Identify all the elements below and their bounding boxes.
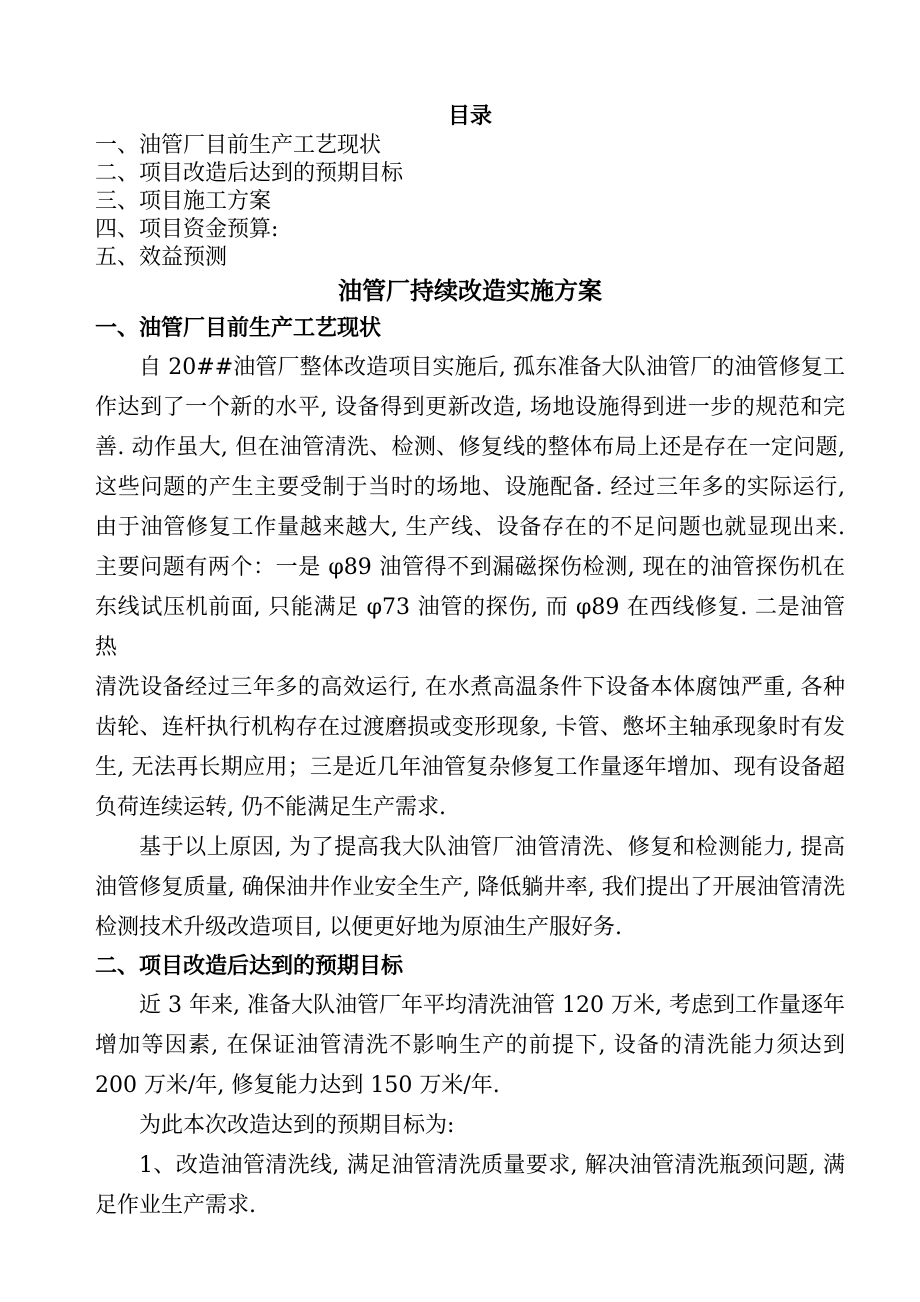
toc-item: 一、油管厂目前生产工艺现状 [95,133,382,158]
toc-list [95,132,845,272]
toc-item: 三、项目施工方案 [95,189,272,214]
paragraph [95,1146,845,1226]
text-line: 为此本次改造达到的预期目标为: [139,1113,455,1138]
text-line: 增加等因素, 在保证油管清洗不影响生产的前提下, 设备的清洗能力须达到 [95,1033,845,1058]
text-line: 齿轮、连杆执行机构存在过渡磨损或变形现象, 卡管、憋坏主轴承现象时有发 [95,715,845,740]
text-line: 1、改造油管清洗线, 满足油管清洗质量要求, 解决油管清洗瓶颈问题, 满 [139,1153,845,1178]
text-line: 生, 无法再长期应用；三是近几年油管复杂修复工作量逐年增加、现有设备超 [95,755,845,780]
paragraph [95,1106,845,1146]
section-heading: 二、项目改造后达到的预期目标 [95,954,404,979]
paragraph [95,348,845,828]
paragraph [95,828,845,948]
text-line: 作达到了一个新的水平, 设备得到更新改造, 场地设施得到进一步的规范和完 [95,395,845,420]
text-line: 负荷连续运转, 仍不能满足生产需求. [95,795,446,820]
document-title: 油管厂持续改造实施方案 [338,277,602,305]
text-line: 自 20##油管厂整体改造项目实施后, 孤东准备大队油管厂的油管修复工 [139,355,845,380]
text-line: 由于油管修复工作量越来越大, 生产线、设备存在的不足问题也就显现出来. [95,515,845,540]
document-body [95,310,845,1226]
text-line: 检测技术升级改造项目, 以便更好地为原油生产服好务. [95,915,622,940]
text-line: 基于以上原因, 为了提高我大队油管厂油管清洗、修复和检测能力, 提高 [139,835,845,860]
text-line: 清洗设备经过三年多的高效运行, 在水煮高温条件下设备本体腐蚀严重, 各种 [95,675,845,700]
paragraph [95,986,845,1106]
text-line: 油管修复质量, 确保油井作业安全生产, 降低躺井率, 我们提出了开展油管清洗 [95,875,845,900]
text-line: 足作业生产需求. [95,1193,256,1218]
text-line: 200 万米/年, 修复能力达到 150 万米/年. [95,1073,500,1098]
text-line: 东线试压机前面, 只能满足 φ73 油管的探伤, 而 φ89 在西线修复. 二是油管热 [95,595,845,660]
toc-item: 二、项目改造后达到的预期目标 [95,161,404,186]
section-heading: 一、油管厂目前生产工艺现状 [95,316,382,341]
text-line: 主要问题有两个：一是 φ89 油管得不到漏磁探伤检测, 现在的油管探伤机在 [95,555,845,580]
text-line: 这些问题的产生主要受制于当时的场地、设施配备. 经过三年多的实际运行, [95,475,845,500]
toc-item: 四、项目资金预算: [95,217,279,242]
toc-item: 五、效益预测 [95,245,228,270]
text-line: 善. 动作虽大, 但在油管清洗、检测、修复线的整体布局上还是存在一定问题, [95,435,845,460]
text-line: 近 3 年来, 准备大队油管厂年平均清洗油管 120 万米, 考虑到工作量逐年 [139,993,845,1018]
toc-title: 目录 [447,104,492,129]
